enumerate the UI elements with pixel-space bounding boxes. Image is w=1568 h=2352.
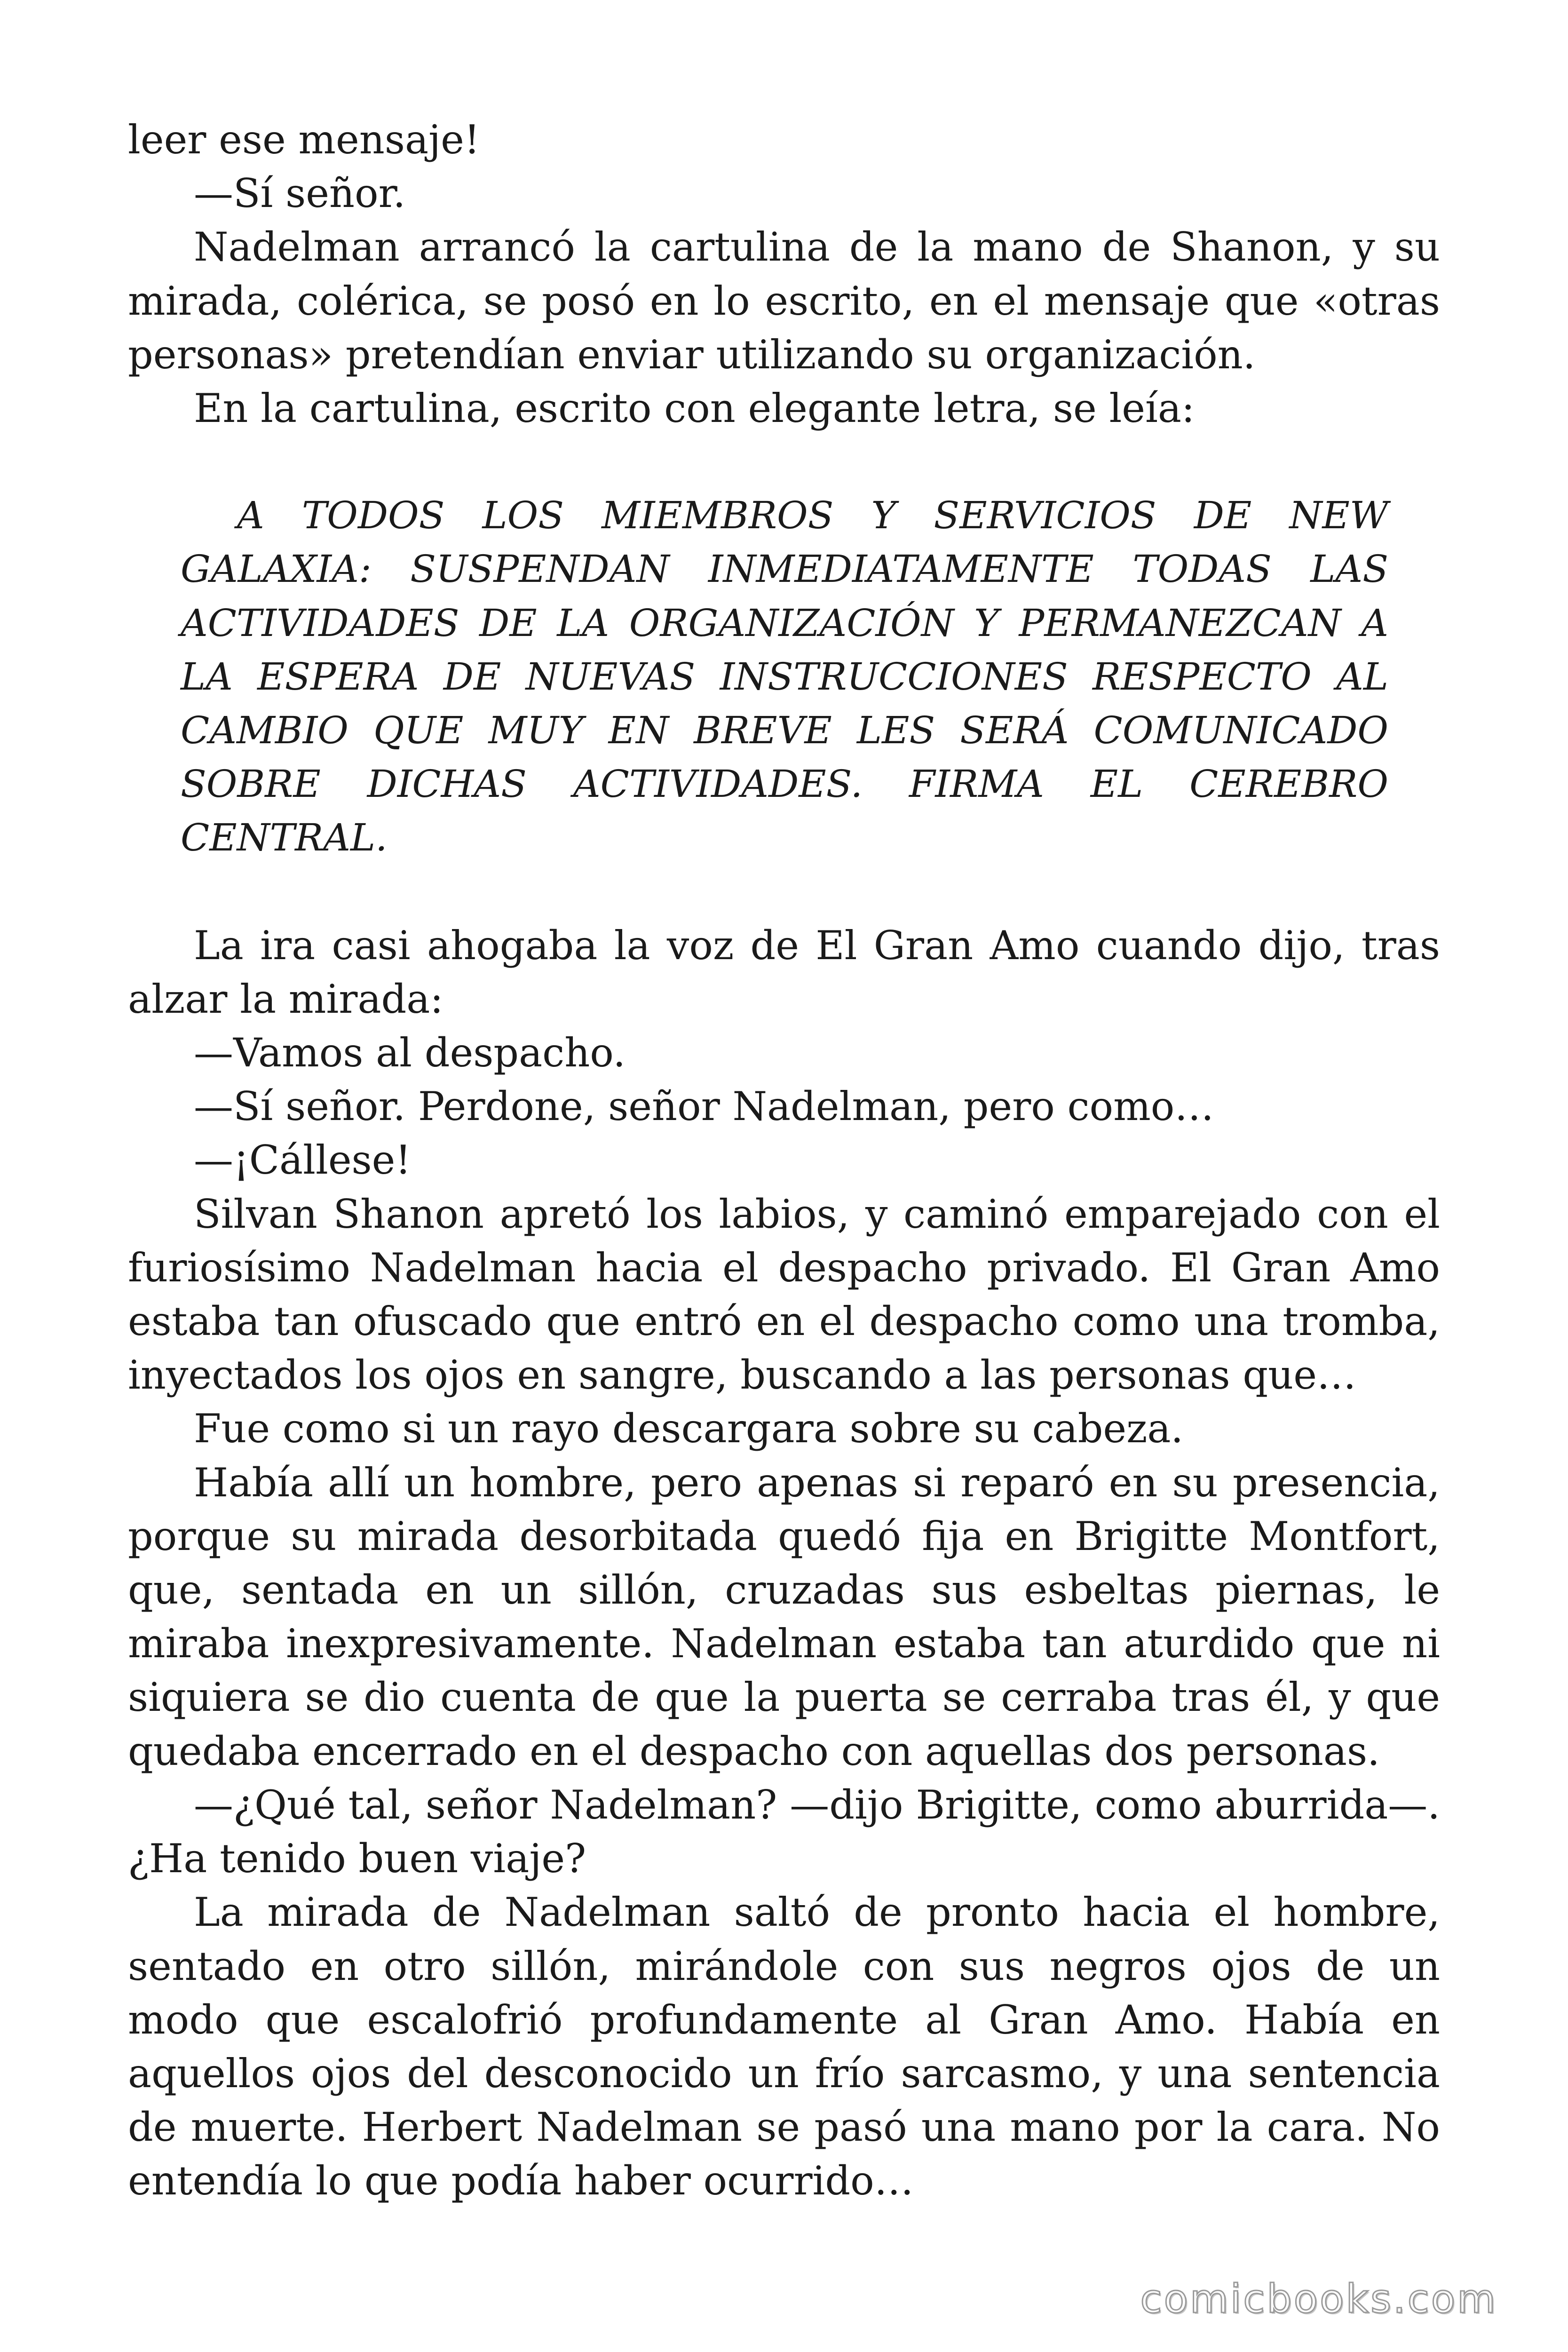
paragraph: Había allí un hombre, pero apenas si reparó en su presencia, porque su mirada desorbitada quedó fija en Brigitte Montfort, que, sentada en un sillón, cruzadas sus esbeltas piernas, le miraba inexpresivamente. Nadelman estaba tan aturdido que ni siquiera se dio cuenta de que la puerta se cerraba tras él, y que quedaba encerrado en el despacho con aquellas dos personas. [128,1459,1440,1774]
paragraph: —¡Cállese! [194,1137,412,1184]
paragraph: —Sí señor. [194,170,406,217]
paragraph: —Sí señor. Perdone, señor Nadelman, pero como… [194,1083,1214,1130]
watermark: comicbooks.com [1140,2276,1497,2322]
message-card-text: A TODOS LOS MIEMBROS Y SERVICIOS DE NEW GALAXIA: SUSPENDAN INMEDIATAMENTE TODAS LAS ACTIVIDADES DE LA ORGANIZACIÓN Y PERMANEZCAN A LA ESPERA DE NUEVAS INSTRUCCIONES RESPECTO AL CAMBIO QUE MUY EN BREVE LES SERÁ COMUNICADO SOBRE DICHAS ACTIVIDADES. FIRMA EL CEREBRO CENTRAL. [181,493,1388,860]
paragraph: La ira casi ahogaba la voz de El Gran Amo cuando dijo, tras alzar la mirada: [128,922,1440,1022]
text-column [128,113,1440,2208]
paragraph: En la cartulina, escrito con elegante letra, se leía: [194,385,1195,432]
paragraph: Silvan Shanon apretó los labios, y caminó emparejado con el furiosísimo Nadelman hacia el despacho privado. El Gran Amo estaba tan ofuscado que entró en el despacho como una tromba, inyectados los ojos en sangre, buscando a las personas que… [128,1191,1440,1398]
paragraph: leer ese mensaje! [128,117,480,163]
paragraph: Nadelman arrancó la cartulina de la mano de Shanon, y su mirada, colérica, se posó en lo escrito, en el mensaje que «otras personas» pretendían enviar utilizando su organización. [128,224,1440,378]
paragraph: Fue como si un rayo descargara sobre su cabeza. [194,1406,1184,1452]
paragraph: —Vamos al despacho. [194,1030,626,1076]
paragraph: —¿Qué tal, señor Nadelman? —dijo Brigitte, como aburrida—. ¿Ha tenido buen viaje? [128,1781,1440,1882]
paragraph: La mirada de Nadelman saltó de pronto hacia el hombre, sentado en otro sillón, mirándole con sus negros ojos de un modo que escalofrió profundamente al Gran Amo. Había en aquellos ojos del desconocido un frío sarcasmo, y una sentencia de muerte. Herbert Nadelman se pasó una mano por la cara. No entendía lo que podía haber ocurrido… [128,1889,1440,2204]
